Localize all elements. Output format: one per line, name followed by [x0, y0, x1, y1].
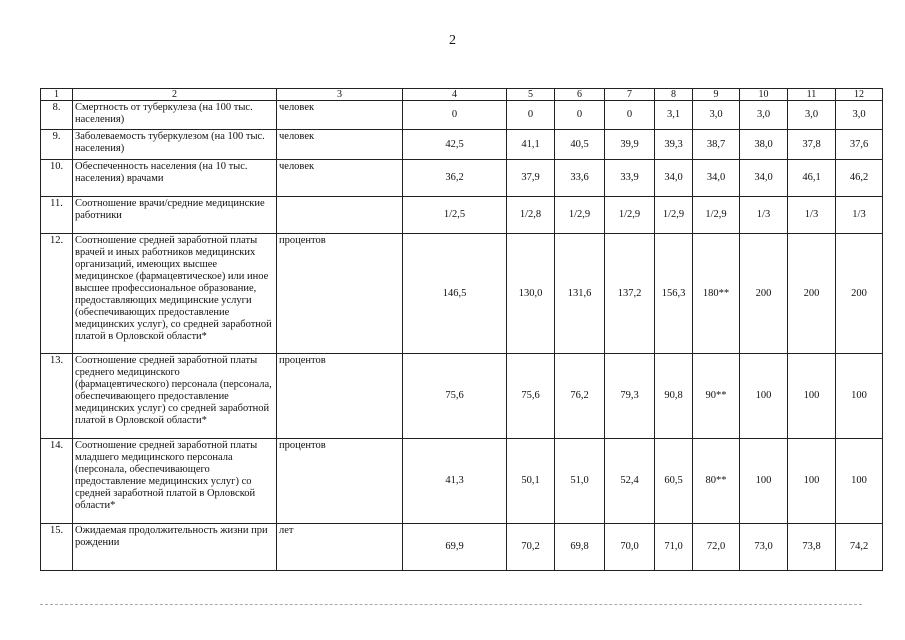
- row-number: 14.: [41, 439, 73, 524]
- indicator-name: Заболеваемость туберкулезом (на 100 тыс. населения): [73, 130, 277, 160]
- value-cell: 39,9: [605, 130, 655, 160]
- table-row: [41, 234, 883, 354]
- value-cell: 51,0: [555, 439, 605, 524]
- value-cell: 71,0: [655, 524, 693, 571]
- indicator-name: Смертность от туберкулеза (на 100 тыс. населения): [73, 101, 277, 130]
- value-cell: 1/2,8: [507, 197, 555, 234]
- value-cell: 34,0: [655, 160, 693, 197]
- value-cell: 1/3: [788, 197, 836, 234]
- table-row: [41, 160, 883, 197]
- column-header: 12: [836, 89, 883, 101]
- unit-cell: человек: [277, 101, 403, 130]
- table-row: [41, 130, 883, 160]
- page-number: 2: [449, 33, 456, 48]
- row-number: 15.: [41, 524, 73, 571]
- value-cell: 34,0: [740, 160, 788, 197]
- column-header: 11: [788, 89, 836, 101]
- value-cell: 80**: [693, 439, 740, 524]
- value-cell: 52,4: [605, 439, 655, 524]
- value-cell: 0: [555, 101, 605, 130]
- unit-cell: процентов: [277, 354, 403, 439]
- value-cell: 33,9: [605, 160, 655, 197]
- indicator-name: Ожидаемая продолжительность жизни при рождении: [73, 524, 277, 571]
- table-row: [41, 439, 883, 524]
- value-cell: 38,0: [740, 130, 788, 160]
- unit-cell: процентов: [277, 234, 403, 354]
- indicator-name: Соотношение врачи/средние медицинские работники: [73, 197, 277, 234]
- value-cell: 100: [740, 354, 788, 439]
- column-header: 6: [555, 89, 605, 101]
- value-cell: 0: [605, 101, 655, 130]
- value-cell: 130,0: [507, 234, 555, 354]
- value-cell: 137,2: [605, 234, 655, 354]
- value-cell: 200: [836, 234, 883, 354]
- column-header: 10: [740, 89, 788, 101]
- value-cell: 60,5: [655, 439, 693, 524]
- column-header: 3: [277, 89, 403, 101]
- value-cell: 90**: [693, 354, 740, 439]
- value-cell: 131,6: [555, 234, 605, 354]
- value-cell: 1/2,9: [655, 197, 693, 234]
- column-header: 8: [655, 89, 693, 101]
- value-cell: 50,1: [507, 439, 555, 524]
- value-cell: 100: [788, 439, 836, 524]
- value-cell: 70,2: [507, 524, 555, 571]
- value-cell: 100: [740, 439, 788, 524]
- value-cell: 76,2: [555, 354, 605, 439]
- value-cell: 37,8: [788, 130, 836, 160]
- value-cell: 3,0: [740, 101, 788, 130]
- value-cell: 69,9: [403, 524, 507, 571]
- column-header: 9: [693, 89, 740, 101]
- value-cell: 70,0: [605, 524, 655, 571]
- value-cell: 69,8: [555, 524, 605, 571]
- value-cell: 42,5: [403, 130, 507, 160]
- value-cell: 73,8: [788, 524, 836, 571]
- value-cell: 1/3: [740, 197, 788, 234]
- value-cell: 34,0: [693, 160, 740, 197]
- table-row: [41, 101, 883, 130]
- page-bottom-rule: [40, 604, 862, 605]
- row-number: 10.: [41, 160, 73, 197]
- column-header: 7: [605, 89, 655, 101]
- value-cell: 39,3: [655, 130, 693, 160]
- row-number: 8.: [41, 101, 73, 130]
- row-number: 13.: [41, 354, 73, 439]
- value-cell: 1/2,9: [555, 197, 605, 234]
- value-cell: 0: [507, 101, 555, 130]
- column-header: 1: [41, 89, 73, 101]
- value-cell: 75,6: [507, 354, 555, 439]
- column-number-row: [41, 89, 883, 101]
- column-header: 2: [73, 89, 277, 101]
- value-cell: 75,6: [403, 354, 507, 439]
- value-cell: 180**: [693, 234, 740, 354]
- value-cell: 36,2: [403, 160, 507, 197]
- table-row: [41, 197, 883, 234]
- value-cell: 1/3: [836, 197, 883, 234]
- unit-cell: человек: [277, 130, 403, 160]
- table-row: [41, 354, 883, 439]
- value-cell: 37,9: [507, 160, 555, 197]
- value-cell: 37,6: [836, 130, 883, 160]
- indicator-name: Соотношение средней заработной платы младшего медицинского персонала (персонала, обеспечивающего предоставление медицинских услуг) со средней заработной платой в Орловской области*: [73, 439, 277, 524]
- unit-cell: человек: [277, 160, 403, 197]
- row-number: 12.: [41, 234, 73, 354]
- value-cell: 100: [836, 439, 883, 524]
- unit-cell: [277, 197, 403, 234]
- value-cell: 146,5: [403, 234, 507, 354]
- indicator-name: Соотношение средней заработной платы среднего медицинского (фармацевтического) персонала (персонала, обеспечивающего предоставление медицинских услуг) со средней заработной платой в Орловской области*: [73, 354, 277, 439]
- value-cell: 73,0: [740, 524, 788, 571]
- column-header: 4: [403, 89, 507, 101]
- value-cell: 40,5: [555, 130, 605, 160]
- table-row: [41, 524, 883, 571]
- row-number: 11.: [41, 197, 73, 234]
- value-cell: 100: [788, 354, 836, 439]
- value-cell: 200: [788, 234, 836, 354]
- unit-cell: процентов: [277, 439, 403, 524]
- indicator-name: Соотношение средней заработной платы врачей и иных работников медицинских организаций, имеющих высшее медицинское (фармацевтическое) или иное высшее профессиональное образование, предоставляющих медицинские услуги (обеспечивающих предоставление медицинских услуг), со средней заработной платой в Орловской области*: [73, 234, 277, 354]
- value-cell: 156,3: [655, 234, 693, 354]
- value-cell: 1/2,5: [403, 197, 507, 234]
- value-cell: 33,6: [555, 160, 605, 197]
- value-cell: 90,8: [655, 354, 693, 439]
- value-cell: 41,3: [403, 439, 507, 524]
- indicator-name: Обеспеченность населения (на 10 тыс. населения) врачами: [73, 160, 277, 197]
- value-cell: 3,1: [655, 101, 693, 130]
- unit-cell: лет: [277, 524, 403, 571]
- indicators-table: [40, 88, 883, 571]
- row-number: 9.: [41, 130, 73, 160]
- value-cell: 100: [836, 354, 883, 439]
- value-cell: 1/2,9: [693, 197, 740, 234]
- value-cell: 79,3: [605, 354, 655, 439]
- column-header: 5: [507, 89, 555, 101]
- value-cell: 3,0: [836, 101, 883, 130]
- value-cell: 38,7: [693, 130, 740, 160]
- value-cell: 46,2: [836, 160, 883, 197]
- value-cell: 1/2,9: [605, 197, 655, 234]
- value-cell: 0: [403, 101, 507, 130]
- value-cell: 3,0: [788, 101, 836, 130]
- value-cell: 46,1: [788, 160, 836, 197]
- value-cell: 72,0: [693, 524, 740, 571]
- value-cell: 3,0: [693, 101, 740, 130]
- value-cell: 74,2: [836, 524, 883, 571]
- value-cell: 41,1: [507, 130, 555, 160]
- value-cell: 200: [740, 234, 788, 354]
